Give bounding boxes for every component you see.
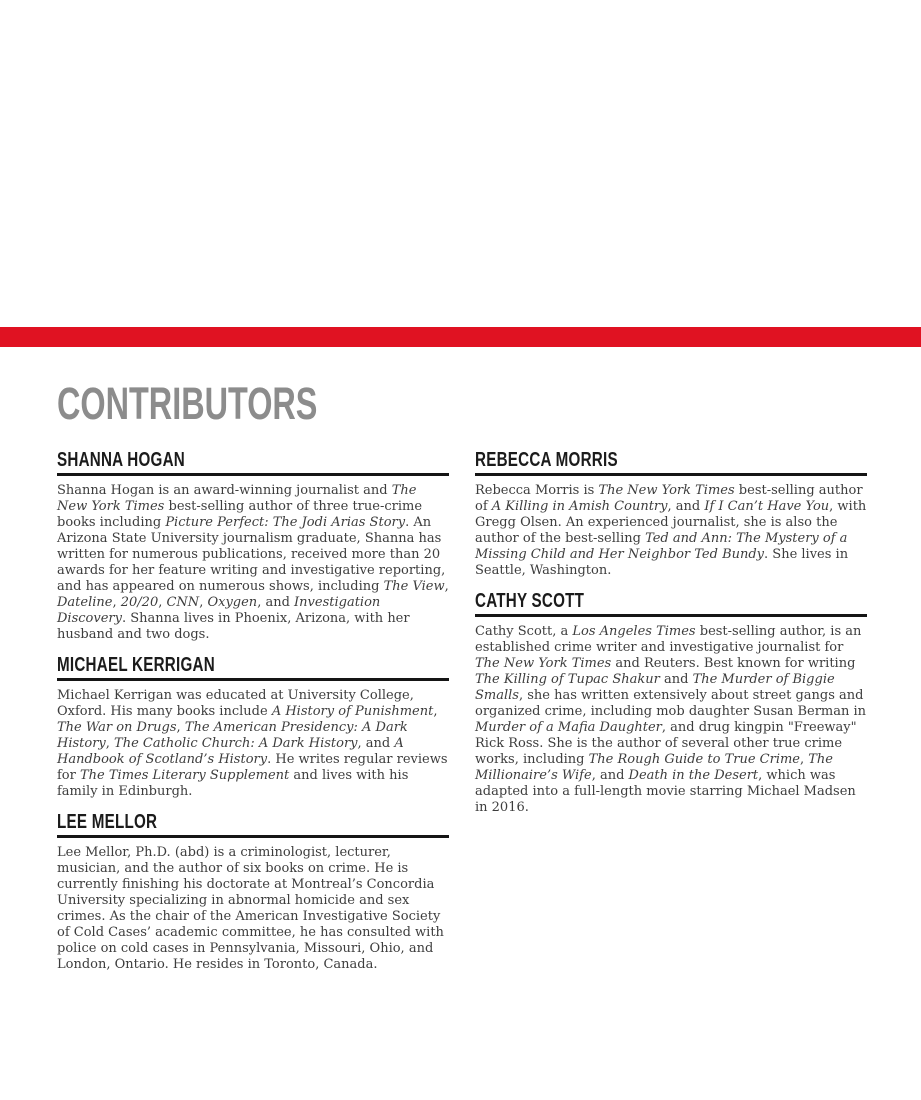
contributor-bio: Shanna Hogan is an award-winning journalist and The New York Times best-selling author of three true-crime books including Picture Perfect: The Jodi Arias Story. An Arizona State University journalism graduate, Shanna has written for numerous publications, received more than 20 awards for her feature writing and investigative reporting, and has appeared on numerous shows, including The View, Dateline, 20/20, CNN, Oxygen, and Investigation Discovery. Shanna lives in Phoenix, Arizona, with her husband and two dogs. xyxy=(57,483,449,642)
right-column xyxy=(475,450,867,828)
contributor-bio: Lee Mellor, Ph.D. (abd) is a criminologist, lecturer, musician, and the author of six books on crime. He is currently finishing his doctorate at Montreal’s Concordia University specializing in abnormal homicide and sex crimes. As the chair of the American Investigative Society of Cold Cases’ academic committee, he has consulted with police on cold cases in Pennsylvania, Missouri, Ohio, and London, Ontario. He resides in Toronto, Canada. xyxy=(57,845,444,972)
contributor-section-michael-kerrigan xyxy=(57,655,449,800)
contributor-section-lee-mellor xyxy=(57,812,449,973)
heading-rule xyxy=(57,473,449,476)
page-title: CONTRIBUTORS xyxy=(57,378,318,429)
red-accent-bar xyxy=(0,327,921,347)
contributor-bio: Cathy Scott, a Los Angeles Times best-selling author, is an established crime writer and investigative journalist for The New York Times and Reuters. Best known for writing The Killing of Tupac Shakur and The Murder of Biggie Smalls, she has written extensively about street gangs and organized crime, including mob daughter Susan Berman in Murder of a Mafia Daughter, and drug kingpin "Freeway" Rick Ross. She is the author of several other true crime works, including The Rough Guide to True Crime, The Millionaire’s Wife, and Death in the Desert, which was adapted into a full-length movie starring Michael Madsen in 2016. xyxy=(475,624,867,815)
heading-rule xyxy=(57,835,449,838)
contributor-name: CATHY SCOTT xyxy=(475,590,585,612)
contributor-bio: Michael Kerrigan was educated at University College, Oxford. His many books include A History of Punishment, The War on Drugs, The American Presidency: A Dark History, The Catholic Church: A Dark History, and A Handbook of Scotland’s History. He writes regular reviews for The Times Literary Supplement and lives with his family in Edinburgh. xyxy=(57,688,448,799)
heading-rule xyxy=(475,614,867,617)
contributor-name: REBECCA MORRIS xyxy=(475,449,618,471)
contributor-bio: Rebecca Morris is The New York Times best-selling author of A Killing in Amish Country, and If I Can’t Have You, with Gregg Olsen. An experienced journalist, she is also the author of the best-selling Ted and Ann: The Mystery of a Missing Child and Her Neighbor Ted Bundy. She lives in Seattle, Washington. xyxy=(475,483,867,578)
left-column xyxy=(57,450,449,985)
contributor-section-rebecca-morris xyxy=(475,450,867,579)
contributor-section-cathy-scott xyxy=(475,591,867,816)
contributor-name: SHANNA HOGAN xyxy=(57,449,186,471)
contributor-name: MICHAEL KERRIGAN xyxy=(57,654,215,676)
heading-rule xyxy=(475,473,867,476)
contributor-section-shanna-hogan xyxy=(57,450,449,643)
contributor-name: LEE MELLOR xyxy=(57,811,158,833)
heading-rule xyxy=(57,678,449,681)
